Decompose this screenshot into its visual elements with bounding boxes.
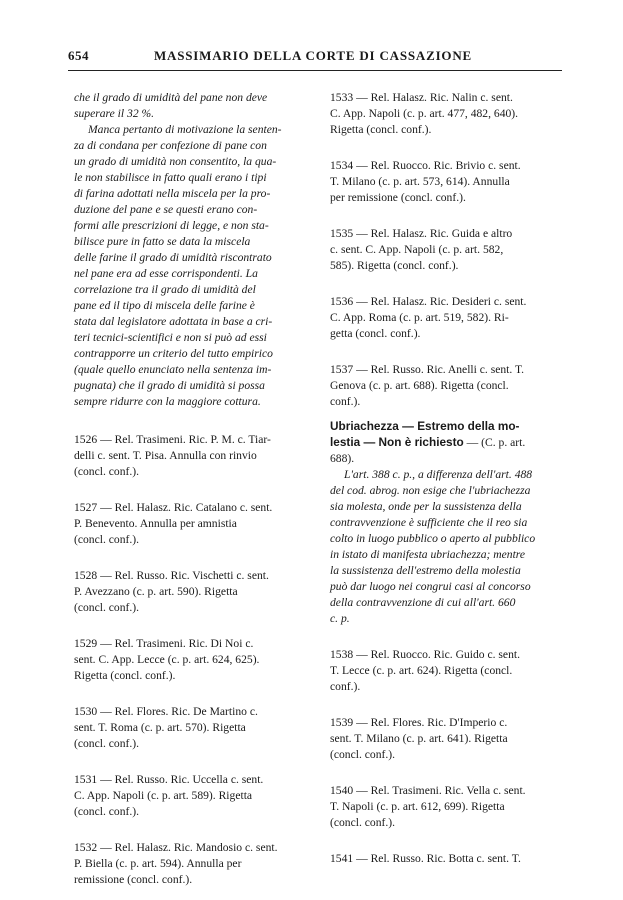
maxim-line: in istato di manifesta ubriachezza; mentre	[330, 548, 526, 561]
entry-line: 1535 — Rel. Halasz. Ric. Guida e altro	[330, 227, 513, 240]
entry-line: 1534 — Rel. Ruocco. Ric. Brivio c. sent.	[330, 159, 521, 172]
left-column	[74, 90, 312, 888]
header-rule	[68, 70, 562, 71]
entry-line: 1529 — Rel. Trasimeni. Ric. Di Noi c.	[74, 637, 254, 650]
lead-line: formi alle prescrizioni di legge, e non sta-	[74, 219, 269, 232]
decision-entry	[330, 715, 568, 763]
decision-entry	[330, 647, 568, 695]
entry-line: T. Milano (c. p. art. 573, 614). Annulla	[330, 175, 510, 188]
entry-line: delli c. sent. T. Pisa. Annulla con rinvio	[74, 449, 257, 462]
decision-entry	[74, 840, 312, 888]
maxim-line: la sussistenza dell'estremo della molestia	[330, 564, 521, 577]
entry-line: 1538 — Rel. Ruocco. Ric. Guido c. sent.	[330, 648, 520, 661]
lead-line: un grado di umidità non consentito, la qua-	[74, 155, 277, 168]
lead-line: za di condana per confezione di pane con	[74, 139, 267, 152]
lead-line: stata dal legislatore adottata in base a cri-	[74, 315, 273, 328]
entry-line: Rigetta (concl. conf.).	[330, 123, 432, 136]
lead-line: contrapporre un criterio del tutto empirico	[74, 347, 273, 360]
entry-line: Genova (c. p. art. 688). Rigetta (concl.	[330, 379, 509, 392]
maxim-line: può dar luogo nei congrui casi al concorso	[330, 580, 531, 593]
rubric-reference-cont: 688).	[330, 452, 355, 465]
lead-line: le non stabilisce in fatto quali erano i tipi	[74, 171, 267, 184]
entry-line: c. sent. C. App. Napoli (c. p. art. 582,	[330, 243, 504, 256]
entry-line: (concl. conf.).	[74, 465, 140, 478]
entry-line: 1536 — Rel. Halasz. Ric. Desideri c. sent.	[330, 295, 527, 308]
entry-line: 1528 — Rel. Russo. Ric. Vischetti c. sent.	[74, 569, 269, 582]
lead-line: che il grado di umidità del pane non deve	[74, 91, 268, 104]
rubric-heading-cont: lestia — Non è richiesto	[330, 435, 464, 449]
lead-line: correlazione tra il grado di umidità del	[74, 283, 256, 296]
lead-line: di farina adottati nella miscela per la pro-	[74, 187, 271, 200]
entry-line: conf.).	[330, 395, 361, 408]
decision-entry	[74, 772, 312, 820]
entry-line: Rigetta (concl. conf.).	[74, 669, 176, 682]
entry-line: remissione (concl. conf.).	[74, 873, 193, 886]
entry-line: C. App. Napoli (c. p. art. 589). Rigetta	[74, 789, 253, 802]
maxim-line: c. p.	[330, 612, 350, 625]
rubric-reference: — (C. p. art.	[466, 436, 526, 449]
decision-entry	[330, 362, 568, 410]
rubric-heading-line	[330, 434, 568, 451]
entry-line: sent. T. Roma (c. p. art. 570). Rigetta	[74, 721, 246, 734]
decision-entry	[74, 704, 312, 752]
entry-line: 1540 — Rel. Trasimeni. Ric. Vella c. sent.	[330, 784, 526, 797]
maxim-line: della contravvenzione di cui all'art. 660	[330, 596, 516, 609]
entry-line: (concl. conf.).	[330, 816, 396, 829]
page-number: 654	[68, 48, 89, 63]
entry-line: 585). Rigetta (concl. conf.).	[330, 259, 459, 272]
entry-line: (concl. conf.).	[74, 737, 140, 750]
entry-line: (concl. conf.).	[74, 533, 140, 546]
entry-line: 1530 — Rel. Flores. Ric. De Martino c.	[74, 705, 258, 718]
entry-line: 1526 — Rel. Trasimeni. Ric. P. M. c. Tiar-	[74, 433, 271, 446]
entry-line: (concl. conf.).	[74, 601, 140, 614]
maxim-line: sia molesta, onde per la sussistenza della	[330, 500, 522, 513]
lead-line: bilisce pure in fatto se data la miscela	[74, 235, 251, 248]
decision-entry	[74, 568, 312, 616]
entry-line: sent. C. App. Lecce (c. p. art. 624, 625).	[74, 653, 260, 666]
maxim-line: del cod. abrog. non esige che l'ubriachezza	[330, 484, 531, 497]
entry-line: 1537 — Rel. Russo. Ric. Anelli c. sent. T.	[330, 363, 525, 376]
entry-line: conf.).	[330, 680, 361, 693]
entry-line: 1527 — Rel. Halasz. Ric. Catalano c. sent.	[74, 501, 273, 514]
entry-line: P. Avezzano (c. p. art. 590). Rigetta	[74, 585, 238, 598]
decision-entry	[330, 783, 568, 831]
running-title: MASSIMARIO DELLA CORTE DI CASSAZIONE	[153, 48, 472, 63]
entry-line: sent. T. Milano (c. p. art. 641). Rigetta	[330, 732, 508, 745]
lead-line: duzione del pane e se questi erano con-	[74, 203, 258, 216]
entry-line: T. Lecce (c. p. art. 624). Rigetta (concl.	[330, 664, 513, 677]
decision-entry	[330, 226, 568, 274]
entry-line: P. Biella (c. p. art. 594). Annulla per	[74, 857, 242, 870]
lead-line: pugnata) che il grado di umidità si possa	[74, 379, 265, 392]
entry-line: 1539 — Rel. Flores. Ric. D'Imperio c.	[330, 716, 508, 729]
rubric-heading: Ubriachezza — Estremo della mo-	[330, 419, 520, 433]
lead-line: nel pane era ad esse corrispondenti. La	[74, 267, 258, 280]
decision-entry	[330, 294, 568, 342]
decision-entry	[330, 90, 568, 138]
decision-entry	[74, 500, 312, 548]
entry-line: per remissione (concl. conf.).	[330, 191, 466, 204]
lead-line: teri tecnici-scientifici e non si può ad essi	[74, 331, 267, 344]
entry-line: 1531 — Rel. Russo. Ric. Uccella c. sent.	[74, 773, 264, 786]
lead-line: delle farine il grado di umidità riscontrato	[74, 251, 272, 264]
entry-line: P. Benevento. Annulla per amnistia	[74, 517, 237, 530]
entry-line: C. App. Napoli (c. p. art. 477, 482, 640).	[330, 107, 519, 120]
lead-line: sempre ridurre con la maggiore cottura.	[74, 395, 261, 408]
entry-line: getta (concl. conf.).	[330, 327, 421, 340]
entry-line: 1532 — Rel. Halasz. Ric. Mandosio c. sent.	[74, 841, 278, 854]
decision-entry	[330, 851, 568, 867]
entry-line: 1541 — Rel. Russo. Ric. Botta c. sent. T.	[330, 852, 521, 865]
entry-line: C. App. Roma (c. p. art. 519, 582). Ri-	[330, 311, 509, 324]
running-header	[68, 48, 558, 68]
entry-line: (concl. conf.).	[74, 805, 140, 818]
maxim-line: colto in luogo pubblico o aperto al pubblico	[330, 532, 536, 545]
decision-entry	[330, 158, 568, 206]
lead-line: superare il 32 %.	[74, 107, 155, 120]
decision-entry	[74, 432, 312, 480]
right-column	[330, 90, 568, 867]
maxim-line: contravvenzione è sufficiente che il reo sia	[330, 516, 528, 529]
entry-line: 1533 — Rel. Halasz. Ric. Nalin c. sent.	[330, 91, 513, 104]
maxim-line: L'art. 388 c. p., a differenza dell'art. 488	[344, 468, 533, 481]
lead-line: Manca pertanto di motivazione la senten-	[88, 123, 282, 136]
lead-line: pane ed il tipo di miscela delle farine è	[74, 299, 255, 312]
entry-line: T. Napoli (c. p. art. 612, 699). Rigetta	[330, 800, 505, 813]
lead-line: (quale quello enunciato nella sentenza im-	[74, 363, 272, 376]
entry-line: (concl. conf.).	[330, 748, 396, 761]
decision-entry	[74, 636, 312, 684]
